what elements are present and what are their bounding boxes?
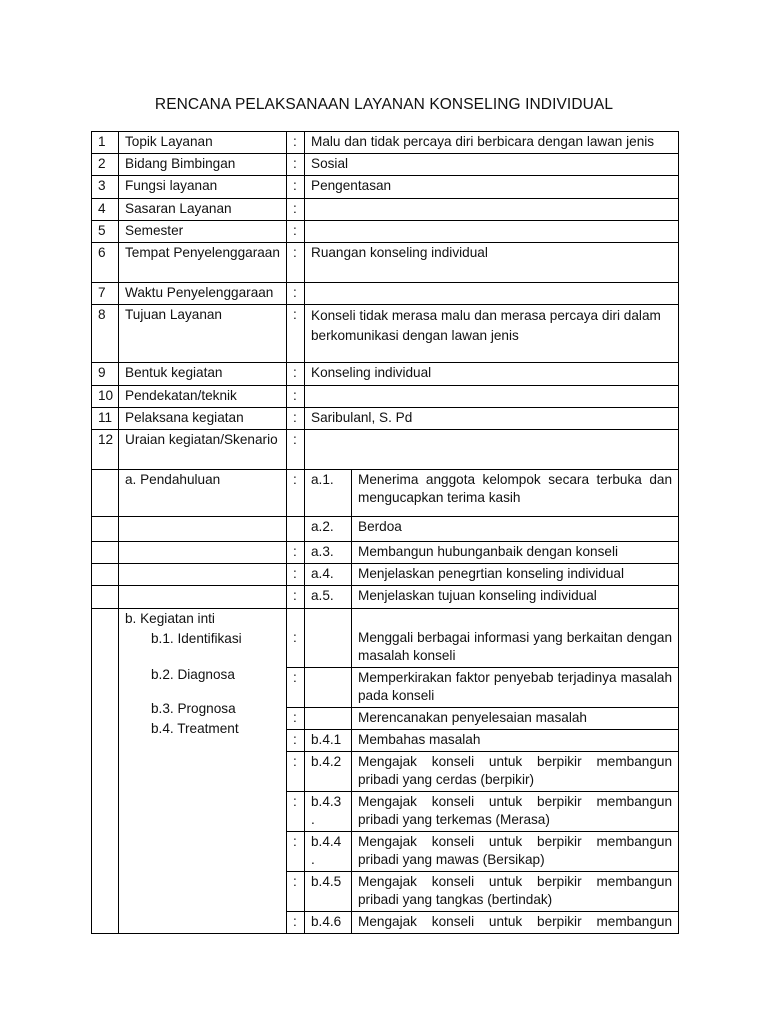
kegiatan-inti-title: b. Kegiatan inti bbox=[125, 611, 215, 626]
row-value: Konseli tidak merasa malu dan merasa percaya diri dalam berkomunikasi dengan lawan jenis bbox=[305, 305, 679, 363]
table-row bbox=[92, 564, 679, 586]
row-value bbox=[305, 283, 679, 305]
row-label: Sasaran Layanan bbox=[119, 199, 287, 221]
colon: : bbox=[287, 243, 305, 283]
table-row bbox=[92, 176, 679, 199]
step-text: Merencanakan penyelesaian masalah bbox=[352, 708, 679, 730]
step-text: Membangun hubunganbaik dengan konseli bbox=[352, 542, 679, 564]
table-row bbox=[92, 199, 679, 221]
colon: : bbox=[287, 132, 305, 154]
row-number: 8 bbox=[92, 305, 119, 363]
step-text: Mengajak konseli untuk berpikir membangun bbox=[352, 912, 679, 934]
step-code: a.2. bbox=[305, 517, 352, 542]
colon: : bbox=[287, 470, 305, 517]
colon: : bbox=[287, 283, 305, 305]
row-label: Topik Layanan bbox=[119, 132, 287, 154]
row-value bbox=[305, 386, 679, 408]
colon: : bbox=[287, 912, 305, 934]
step-code: b.4.1 bbox=[305, 730, 352, 752]
step-text: Mengajak konseli untuk berpikir membangun pribadi yang cerdas (berpikir) bbox=[352, 752, 679, 792]
step-text: Menjelaskan tujuan konseling individual bbox=[352, 586, 679, 609]
row-label: Bidang Bimbingan bbox=[119, 154, 287, 176]
table-row bbox=[92, 243, 679, 283]
row-number: 9 bbox=[92, 363, 119, 386]
colon: : bbox=[287, 176, 305, 199]
step-code: b.4.3 . bbox=[305, 792, 352, 832]
section-heading-kegiatan-inti bbox=[119, 609, 287, 934]
table-row bbox=[92, 154, 679, 176]
table-row bbox=[92, 386, 679, 408]
row-number: 7 bbox=[92, 283, 119, 305]
colon: : bbox=[287, 752, 305, 792]
table-row bbox=[92, 408, 679, 430]
step-text: Mengajak konseli untuk berpikir membangun pribadi yang terkemas (Merasa) bbox=[352, 792, 679, 832]
page-title: RENCANA PELAKSANAAN LAYANAN KONSELING INDIVIDUAL bbox=[154, 96, 614, 113]
sub-item-treatment: b.4. Treatment bbox=[151, 721, 239, 736]
colon: : bbox=[287, 586, 305, 609]
step-code bbox=[305, 708, 352, 730]
colon: : bbox=[287, 792, 305, 832]
row-number: 4 bbox=[92, 199, 119, 221]
colon: : bbox=[287, 430, 305, 470]
colon: : bbox=[287, 408, 305, 430]
row-number: 11 bbox=[92, 408, 119, 430]
row-value bbox=[305, 221, 679, 243]
row-label: Waktu Penyelenggaraan bbox=[119, 283, 287, 305]
row-label: Uraian kegiatan/Skenario bbox=[119, 430, 287, 470]
row-value: Saribulanl, S. Pd bbox=[305, 408, 679, 430]
table-row bbox=[92, 542, 679, 564]
rpl-table bbox=[91, 131, 679, 934]
table-row bbox=[92, 609, 679, 668]
step-code bbox=[305, 668, 352, 708]
row-label: Bentuk kegiatan bbox=[119, 363, 287, 386]
row-number: 5 bbox=[92, 221, 119, 243]
table-row bbox=[92, 305, 679, 363]
table-row bbox=[92, 430, 679, 470]
step-text: Memperkirakan faktor penyebab terjadinya masalah pada konseli bbox=[352, 668, 679, 708]
row-label: Tujuan Layanan bbox=[119, 305, 287, 363]
step-code: b.4.2 bbox=[305, 752, 352, 792]
row-number: 1 bbox=[92, 132, 119, 154]
colon: : bbox=[287, 564, 305, 586]
row-label: Tempat Penyelenggaraan bbox=[119, 243, 287, 283]
sub-item-diagnosa: b.2. Diagnosa bbox=[151, 667, 235, 682]
sub-item-prognosa: b.3. Prognosa bbox=[151, 700, 236, 716]
step-text: Mengajak konseli untuk berpikir membangun pribadi yang tangkas (bertindak) bbox=[352, 872, 679, 912]
row-label: Fungsi layanan bbox=[119, 176, 287, 199]
colon: : bbox=[287, 668, 305, 708]
row-value bbox=[305, 430, 679, 470]
step-code: a.4. bbox=[305, 564, 352, 586]
colon: : bbox=[287, 730, 305, 752]
step-text: Membahas masalah bbox=[352, 730, 679, 752]
table-row bbox=[92, 132, 679, 154]
colon: : bbox=[287, 708, 305, 730]
row-number: 12 bbox=[92, 430, 119, 470]
table-row bbox=[92, 517, 679, 542]
table-row bbox=[92, 221, 679, 243]
row-value: Konseling individual bbox=[305, 363, 679, 386]
row-number: 6 bbox=[92, 243, 119, 283]
colon: : bbox=[287, 609, 305, 668]
row-number: 3 bbox=[92, 176, 119, 199]
colon: : bbox=[287, 221, 305, 243]
colon: : bbox=[287, 872, 305, 912]
row-value: Ruangan konseling individual bbox=[305, 243, 679, 283]
table-row bbox=[92, 586, 679, 609]
table-row bbox=[92, 470, 679, 517]
step-text: Berdoa bbox=[352, 517, 679, 542]
sub-item-identifikasi: b.1. Identifikasi bbox=[151, 630, 242, 646]
table-row bbox=[92, 363, 679, 386]
step-text: Menjelaskan penegrtian konseling individual bbox=[352, 564, 679, 586]
row-number: 10 bbox=[92, 386, 119, 408]
colon: : bbox=[287, 363, 305, 386]
row-value bbox=[305, 199, 679, 221]
row-label: Pendekatan/teknik bbox=[119, 386, 287, 408]
row-label: Pelaksana kegiatan bbox=[119, 408, 287, 430]
row-value: Pengentasan bbox=[305, 176, 679, 199]
colon: : bbox=[287, 305, 305, 363]
step-code bbox=[305, 609, 352, 668]
section-heading-pendahuluan: a. Pendahuluan bbox=[119, 470, 287, 517]
step-text: Mengajak konseli untuk berpikir membangun pribadi yang mawas (Bersikap) bbox=[352, 832, 679, 872]
step-code: b.4.6 bbox=[305, 912, 352, 934]
step-code: a.3. bbox=[305, 542, 352, 564]
row-number: 2 bbox=[92, 154, 119, 176]
colon: : bbox=[287, 832, 305, 872]
step-text: Menggali berbagai informasi yang berkaitan dengan masalah konseli bbox=[352, 609, 679, 668]
colon: : bbox=[287, 199, 305, 221]
colon: : bbox=[287, 542, 305, 564]
row-label: Semester bbox=[119, 221, 287, 243]
table-row bbox=[92, 283, 679, 305]
step-code: a.5. bbox=[305, 586, 352, 609]
step-code: a.1. bbox=[305, 470, 352, 517]
row-value: Sosial bbox=[305, 154, 679, 176]
row-value: Malu dan tidak percaya diri berbicara dengan lawan jenis bbox=[305, 132, 679, 154]
step-code: b.4.5 bbox=[305, 872, 352, 912]
colon: : bbox=[287, 386, 305, 408]
step-code: b.4.4 . bbox=[305, 832, 352, 872]
step-text: Menerima anggota kelompok secara terbuka dan mengucapkan terima kasih bbox=[352, 470, 679, 517]
colon: : bbox=[287, 154, 305, 176]
